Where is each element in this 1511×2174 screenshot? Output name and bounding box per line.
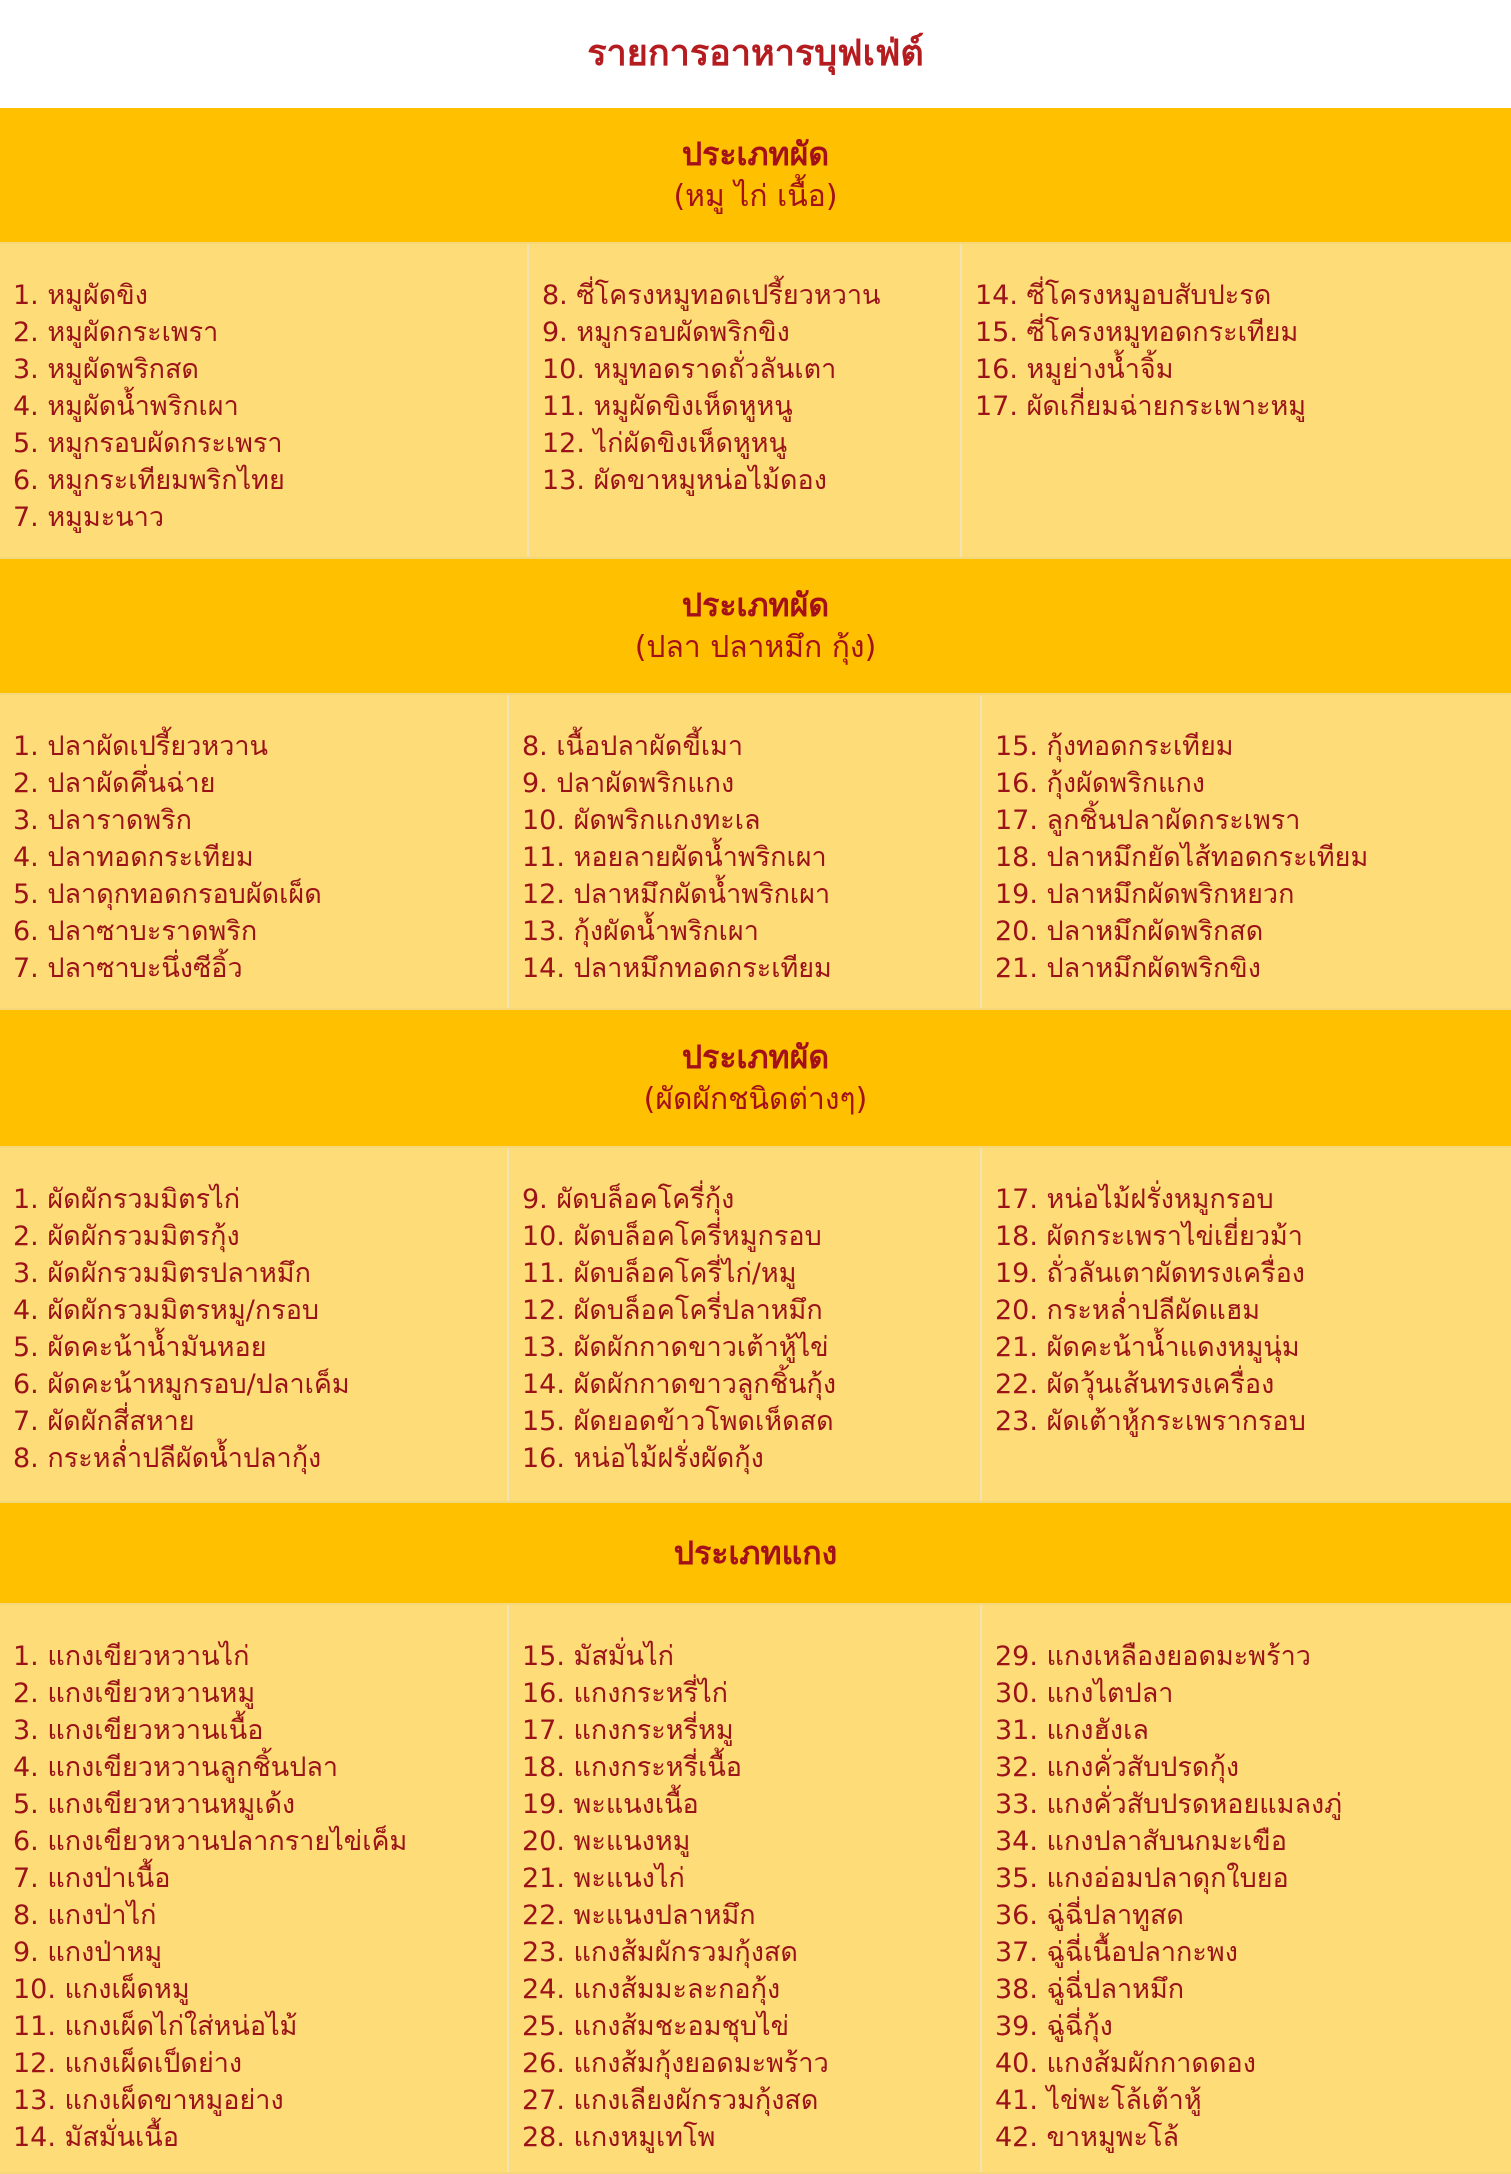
menu-column [509, 695, 982, 1008]
menu-item: 2. แกงเขียวหวานหมู [13, 1678, 256, 1709]
menu-item: 11. แกงเผ็ดไก่ใส่หน่อไม้ [13, 2011, 298, 2042]
menu-item: 3. หมูผัดพริกสด [13, 354, 199, 385]
section-header-stir-fry-meat [0, 108, 1511, 244]
menu-item: 7. หมูมะนาว [13, 502, 165, 533]
menu-item: 10. แกงเผ็ดหมู [13, 1974, 190, 2005]
menu-item: 15. ซี่โครงหมูทอดกระเทียม [975, 317, 1299, 348]
menu-item: 9. หมูกรอบผัดพริกขิง [542, 317, 790, 348]
menu-item: 6. ผัดคะน้าหมูกรอบ/ปลาเค็ม [13, 1369, 350, 1400]
menu-item: 19. ปลาหมึกผัดพริกหยวก [995, 879, 1295, 910]
menu-item: 22. พะแนงปลาหมึก [522, 1900, 756, 1931]
menu-item: 37. ฉู่ฉี่เนื้อปลากะพง [995, 1937, 1238, 1968]
menu-item: 40. แกงส้มผักกาดดอง [995, 2048, 1256, 2079]
section-body-stir-fry-meat [0, 244, 1511, 559]
menu-item: 4. หมูผัดน้ำพริกเผา [13, 391, 239, 422]
menu-item: 10. หมูทอดราดถั่วลันเตา [542, 354, 837, 385]
section-title: ประเภทผัด [681, 135, 830, 173]
menu-item: 3. ปลาราดพริก [13, 805, 193, 836]
menu-item: 26. แกงส้มกุ้งยอดมะพร้าว [522, 2048, 829, 2079]
menu-item: 21. พะแนงไก่ [522, 1863, 685, 1894]
menu-item: 23. แกงส้มผักรวมกุ้งสด [522, 1937, 798, 1968]
menu-item: 1. แกงเขียวหวานไก่ [13, 1641, 250, 1672]
menu-item: 5. แกงเขียวหวานหมูเด้ง [13, 1789, 296, 1820]
section-header-stir-fry-seafood [0, 559, 1511, 695]
menu-item: 12. ไก่ผัดขิงเห็ดหูหนู [542, 428, 788, 459]
menu-column [0, 695, 509, 1008]
menu-item: 1. ผัดผักรวมมิตรไก่ [13, 1184, 241, 1215]
menu-item: 30. แกงไตปลา [995, 1678, 1174, 1709]
menu-column [982, 1605, 1511, 2172]
menu-item: 5. ปลาดุกทอดกรอบผัดเผ็ด [13, 879, 322, 910]
menu-item: 8. ซี่โครงหมูทอดเปรี้ยวหวาน [542, 280, 881, 311]
menu-item: 9. ผัดบล็อคโครี่กุ้ง [522, 1184, 735, 1215]
menu-column [529, 244, 962, 557]
menu-item: 7. ผัดผักสี่สหาย [13, 1406, 195, 1437]
menu-column [509, 1148, 982, 1501]
menu-item: 27. แกงเลียงผักรวมกุ้งสด [522, 2085, 819, 2116]
section-header-curry [0, 1503, 1511, 1605]
menu-item: 2. ปลาผัดคึ่นฉ่าย [13, 768, 216, 799]
section-title: ประเภทผัด [681, 586, 830, 624]
section-body-curry [0, 1605, 1511, 2174]
menu-item: 24. แกงส้มมะละกอกุ้ง [522, 1974, 781, 2005]
menu-item: 14. ซี่โครงหมูอบสับปะรด [975, 280, 1272, 311]
menu-column [982, 695, 1511, 1008]
menu-item: 34. แกงปลาสับนกมะเขือ [995, 1826, 1287, 1857]
menu-item: 10. ผัดบล็อคโครี่หมูกรอบ [522, 1221, 822, 1252]
menu-item: 6. แกงเขียวหวานปลากรายไข่เค็ม [13, 1826, 408, 1857]
section-title: ประเภทผัด [681, 1038, 830, 1076]
section-body-stir-fry-vegetables [0, 1148, 1511, 1503]
menu-item: 7. ปลาซาบะนึ่งซีอิ้ว [13, 953, 243, 984]
menu-column [0, 1148, 509, 1501]
menu-item: 16. หมูย่างน้ำจิ้ม [975, 354, 1174, 385]
menu-item: 41. ไข่พะโล้เต้าหู้ [995, 2085, 1202, 2116]
menu-item: 19. ถั่วลันเตาผัดทรงเครื่อง [995, 1258, 1305, 1289]
menu-item: 9. แกงป่าหมู [13, 1937, 163, 1968]
menu-item: 17. แกงกระหรี่หมู [522, 1715, 734, 1746]
menu-item: 20. พะแนงหมู [522, 1826, 691, 1857]
menu-item: 14. ผัดผักกาดขาวลูกชิ้นกุ้ง [522, 1369, 837, 1400]
menu-item: 12. แกงเผ็ดเป็ดย่าง [13, 2048, 243, 2079]
menu-item: 5. หมูกรอบผัดกระเพรา [13, 428, 283, 459]
menu-item: 32. แกงคั่วสับปรดกุ้ง [995, 1752, 1240, 1783]
menu-item: 42. ขาหมูพะโล้ [995, 2122, 1180, 2153]
menu-item: 23. ผัดเต้าหู้กระเพรากรอบ [995, 1406, 1306, 1437]
menu-item: 13. แกงเผ็ดขาหมูอย่าง [13, 2085, 284, 2116]
menu-item: 8. กระหล่ำปลีผัดน้ำปลากุ้ง [13, 1443, 322, 1474]
menu-item: 15. ผัดยอดข้าวโพดเห็ดสด [522, 1406, 834, 1437]
menu-column [982, 1148, 1511, 1501]
menu-item: 25. แกงส้มชะอมชุบไข่ [522, 2011, 790, 2042]
menu-item: 16. แกงกระหรี่ไก่ [522, 1678, 729, 1709]
menu-item: 4. ผัดผักรวมมิตรหมู/กรอบ [13, 1295, 320, 1326]
menu-item: 21. ปลาหมึกผัดพริกขิง [995, 953, 1261, 984]
menu-item: 21. ผัดคะน้าน้ำแดงหมูนุ่ม [995, 1332, 1300, 1363]
menu-item: 29. แกงเหลืองยอดมะพร้าว [995, 1641, 1311, 1672]
menu-item: 10. ผัดพริกแกงทะเล [522, 805, 761, 836]
menu-column [0, 244, 529, 557]
menu-item: 36. ฉู่ฉี่ปลาทูสด [995, 1900, 1184, 1931]
menu-item: 11. ผัดบล็อคโครี่ไก่/หมู [522, 1258, 797, 1289]
menu-item: 2. หมูผัดกระเพรา [13, 317, 219, 348]
menu-column [0, 1605, 509, 2172]
section-header-stir-fry-vegetables [0, 1010, 1511, 1148]
menu-item: 11. หมูผัดขิงเห็ดหูหนู [542, 391, 793, 422]
menu-item: 3. ผัดผักรวมมิตรปลาหมึก [13, 1258, 311, 1289]
menu-item: 6. ปลาซาบะราดพริก [13, 916, 258, 947]
section-body-stir-fry-seafood [0, 695, 1511, 1010]
menu-item: 18. ผัดกระเพราไข่เยี่ยวม้า [995, 1221, 1303, 1252]
page-title: รายการอาหารบุฟเฟ่ต์ [587, 33, 924, 74]
menu-item: 4. แกงเขียวหวานลูกชิ้นปลา [13, 1752, 339, 1783]
menu-item: 8. แกงป่าไก่ [13, 1900, 157, 1931]
menu-item: 39. ฉู่ฉี่กุ้ง [995, 2011, 1113, 2042]
menu-item: 17. ผัดเกี่ยมฉ่ายกระเพาะหมู [975, 391, 1307, 422]
menu-item: 7. แกงป่าเนื้อ [13, 1863, 171, 1894]
menu-item: 19. พะแนงเนื้อ [522, 1789, 699, 1820]
menu-item: 22. ผัดวุ้นเส้นทรงเครื่อง [995, 1369, 1275, 1400]
menu-item: 14. มัสมั่นเนื้อ [13, 2122, 179, 2153]
menu-item: 13. กุ้งผัดน้ำพริกเผา [522, 916, 759, 947]
menu-item: 13. ผัดขาหมูหน่อไม้ดอง [542, 465, 827, 496]
menu-item: 28. แกงหมูเทโพ [522, 2122, 716, 2153]
menu-item: 12. ปลาหมึกผัดน้ำพริกเผา [522, 879, 831, 910]
menu-item: 18. แกงกระหรี่เนื้อ [522, 1752, 743, 1783]
menu-item: 15. กุ้งทอดกระเทียม [995, 731, 1234, 762]
menu-item: 5. ผัดคะน้าน้ำมันหอย [13, 1332, 267, 1363]
menu-item: 1. ปลาผัดเปรี้ยวหวาน [13, 731, 268, 762]
menu-column [962, 244, 1511, 557]
menu-item: 15. มัสมั่นไก่ [522, 1641, 674, 1672]
menu-item: 16. หน่อไม้ฝรั่งผัดกุ้ง [522, 1443, 764, 1474]
menu-item: 17. ลูกชิ้นปลาผัดกระเพรา [995, 805, 1301, 836]
menu-item: 4. ปลาทอดกระเทียม [13, 842, 254, 873]
menu-item: 3. แกงเขียวหวานเนื้อ [13, 1715, 264, 1746]
section-subtitle: (ผัดผักชนิดต่างๆ) [643, 1082, 868, 1117]
menu-item: 20. ปลาหมึกผัดพริกสด [995, 916, 1264, 947]
menu-item: 33. แกงคั่วสับปรดหอยแมลงภู่ [995, 1789, 1343, 1820]
menu-item: 9. ปลาผัดพริกแกง [522, 768, 735, 799]
menu-item: 1. หมูผัดขิง [13, 280, 148, 311]
menu-item: 16. กุ้งผัดพริกแกง [995, 768, 1205, 799]
menu-item: 20. กระหล่ำปลีผัดแฮม [995, 1295, 1261, 1326]
menu-item: 12. ผัดบล็อคโครี่ปลาหมึก [522, 1295, 823, 1326]
menu-item: 6. หมูกระเทียมพริกไทย [13, 465, 285, 496]
menu-item: 38. ฉู่ฉี่ปลาหมึก [995, 1974, 1185, 2005]
section-subtitle: (ปลา ปลาหมึก กุ้ง) [634, 630, 877, 665]
menu-item: 8. เนื้อปลาผัดขี้เมา [522, 731, 744, 762]
menu-item: 13. ผัดผักกาดขาวเต้าหู้ไข่ [522, 1332, 829, 1363]
menu-column [509, 1605, 982, 2172]
section-subtitle: (หมู ไก่ เนื้อ) [673, 179, 838, 214]
section-title: ประเภทแกง [673, 1534, 838, 1572]
menu-item: 2. ผัดผักรวมมิตรกุ้ง [13, 1221, 240, 1252]
menu-item: 14. ปลาหมึกทอดกระเทียม [522, 953, 832, 984]
menu-item: 18. ปลาหมึกยัดไส้ทอดกระเทียม [995, 842, 1369, 873]
menu-item: 35. แกงอ่อมปลาดุกใบยอ [995, 1863, 1289, 1894]
menu-item: 11. หอยลายผัดน้ำพริกเผา [522, 842, 827, 873]
menu-item: 17. หน่อไม้ฝรั่งหมูกรอบ [995, 1184, 1274, 1215]
menu-item: 31. แกงฮังเล [995, 1715, 1149, 1746]
